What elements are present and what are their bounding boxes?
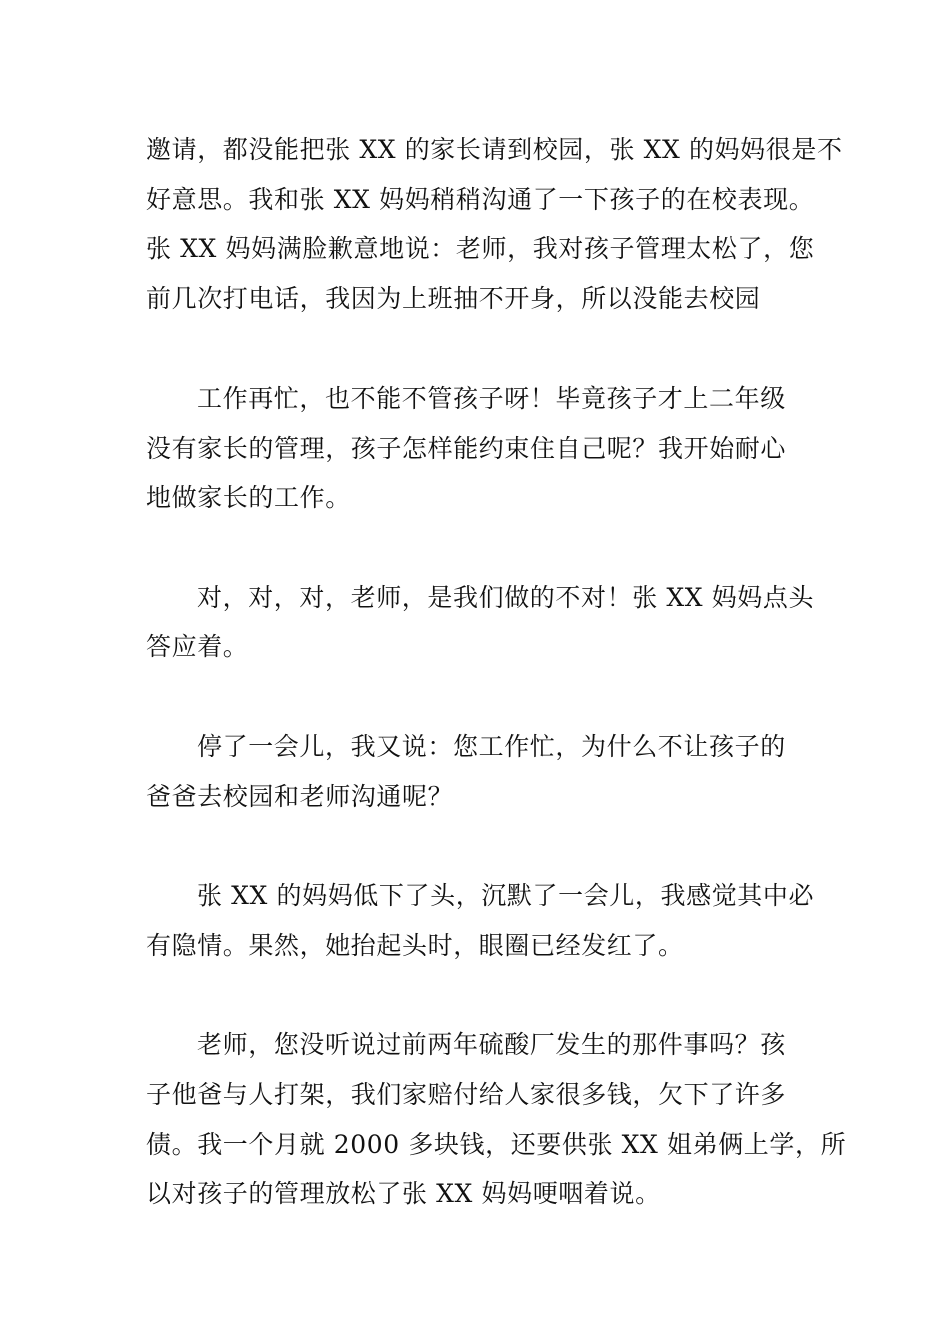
text-line: 没有家长的管理，孩子怎样能约束住自己呢？我开始耐心 [146, 434, 787, 463]
paragraph-first-line: 停了一会儿，我又说：您工作忙，为什么不让孩子的 [197, 732, 786, 761]
paragraph-first-line: 张 XX 的妈妈低下了头，沉默了一会儿，我感觉其中必 [197, 881, 815, 910]
text-line: 以对孩子的管理放松了张 XX 妈妈哽咽着说。 [146, 1179, 661, 1208]
text-line: 邀请，都没能把张 XX 的家长请到校园，张 XX 的妈妈很是不 [146, 135, 843, 164]
paragraph-first-line: 工作再忙，也不能不管孩子呀！毕竟孩子才上二年级 [197, 384, 786, 413]
text-line: 子他爸与人打架，我们家赔付给人家很多钱，欠下了许多 [146, 1080, 787, 1109]
text-line: 爸爸去校园和老师沟通呢？ [146, 782, 454, 811]
text-line: 答应着。 [146, 632, 249, 661]
text-line: 有隐情。果然，她抬起头时，眼圈已经发红了。 [146, 931, 684, 960]
text-line: 好意思。我和张 XX 妈妈稍稍沟通了一下孩子的在校表现。 [146, 185, 815, 214]
text-line: 前几次打电话，我因为上班抽不开身，所以没能去校园 [146, 284, 761, 313]
text-line: 地做家长的工作。 [146, 483, 351, 512]
text-line: 张 XX 妈妈满脸歉意地说：老师，我对孩子管理太松了，您 [146, 234, 815, 263]
paragraph-first-line: 老师，您没听说过前两年硫酸厂发生的那件事吗？孩 [197, 1030, 786, 1059]
paragraph-first-line: 对，对，对，老师，是我们做的不对！张 XX 妈妈点头 [197, 583, 815, 612]
text-line: 债。我一个月就 2000 多块钱，还要供张 XX 姐弟俩上学，所 [146, 1130, 847, 1159]
